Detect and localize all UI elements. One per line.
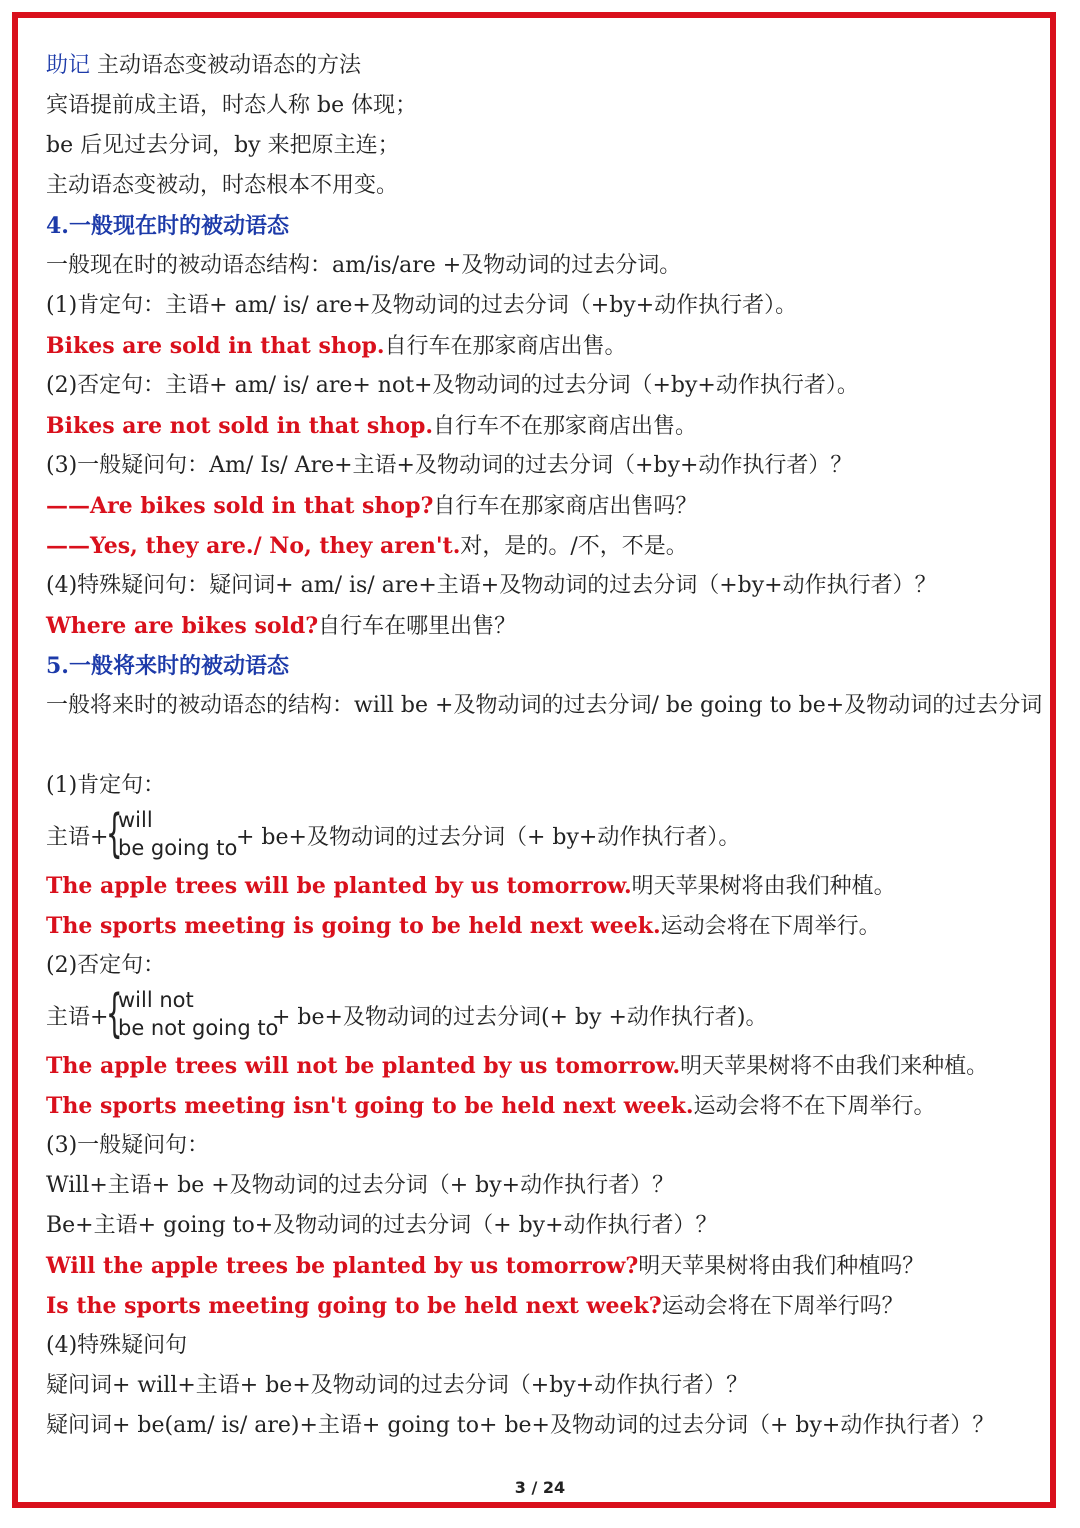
- question-rule: Be+主语+ going to+及物动词的过去分词（+ by+动作执行者）？: [46, 1213, 718, 1238]
- brace-symbol: {: [106, 984, 123, 1044]
- mnemonic-title: [46, 46, 1046, 86]
- formula-subject: 主语+: [46, 825, 109, 850]
- formula-option: will: [118, 808, 153, 832]
- example-english: ——Yes, they are./ No, they aren't.: [46, 533, 461, 559]
- question-rule: (3)一般疑问句：Am/ Is/ Are+主语+及物动词的过去分词（+by+动作执行者）？: [46, 453, 853, 478]
- affirmative-formula: [46, 804, 1046, 866]
- question-rule: Will+主语+ be +及物动词的过去分词（+ by+动作执行者）？: [46, 1173, 675, 1198]
- example-sentence: [46, 526, 1046, 566]
- example-chinese: 自行车不在那家商店出售。: [433, 414, 698, 439]
- question-label: (3)一般疑问句：: [46, 1133, 210, 1158]
- example-chinese: 运动会将不在下周举行。: [693, 1094, 936, 1119]
- example-chinese: 明天苹果树将由我们种植吗？: [638, 1254, 925, 1279]
- section-4-heading: 4.一般现在时的被动语态: [46, 213, 289, 239]
- example-chinese: 自行车在那家商店出售吗？: [433, 494, 698, 519]
- example-english: Bikes are not sold in that shop.: [46, 413, 434, 439]
- document-body: [46, 46, 1046, 1446]
- example-english: ——Are bikes sold in that shop?: [46, 493, 434, 519]
- example-sentence: [46, 606, 1046, 646]
- example-chinese: 自行车在哪里出售？: [318, 614, 517, 639]
- formula-rest: + be+及物动词的过去分词（+ by+动作执行者）。: [236, 825, 741, 850]
- example-chinese: 明天苹果树将不由我们来种植。: [680, 1054, 989, 1079]
- example-english: Will the apple trees be planted by us tomorrow?: [46, 1253, 639, 1279]
- page-number: 3 / 24: [514, 1478, 566, 1497]
- example-sentence: [46, 866, 1046, 906]
- example-chinese: 运动会将在下周举行。: [660, 914, 881, 939]
- formula-option: be not going to: [118, 1016, 279, 1040]
- formula-subject: 主语+: [46, 1005, 109, 1030]
- affirmative-label: (1)肯定句：: [46, 773, 166, 798]
- example-english: The sports meeting is going to be held next week.: [46, 913, 661, 939]
- mnemonic-line: 主动语态变被动，时态根本不用变。: [46, 173, 399, 198]
- example-sentence: [46, 406, 1046, 446]
- example-chinese: 对，是的。/不，不是。: [460, 534, 688, 559]
- wh-question-rule: 疑问词+ will+主语+ be+及物动词的过去分词（+by+动作执行者）？: [46, 1373, 749, 1398]
- formula-options: [118, 986, 278, 1042]
- mnemonic-line: 宾语提前成主语，时态人称 be 体现；: [46, 93, 418, 118]
- example-english: Is the sports meeting going to be held next week?: [46, 1293, 662, 1319]
- example-sentence: [46, 906, 1046, 946]
- mnemonic-label: 助记: [46, 53, 91, 78]
- example-english: The apple trees will be planted by us tomorrow.: [46, 873, 632, 899]
- example-english: Bikes are sold in that shop.: [46, 333, 385, 359]
- affirmative-rule: (1)肯定句：主语+ am/ is/ are+及物动词的过去分词（+by+动作执行者）。: [46, 293, 798, 318]
- brace-symbol: {: [106, 804, 123, 864]
- section-5-heading: 5.一般将来时的被动语态: [46, 653, 289, 679]
- formula-rest: + be+及物动词的过去分词(+ by +动作执行者)。: [272, 1005, 768, 1030]
- formula-options: [118, 806, 237, 862]
- formula-option: will not: [118, 988, 194, 1012]
- wh-question-label: (4)特殊疑问句: [46, 1333, 188, 1358]
- negative-formula: [46, 984, 1046, 1046]
- section-5-structure: 一般将来时的被动语态的结构：will be +及物动词的过去分词/ be going to be+及物动词的过去分词: [46, 693, 1043, 718]
- example-english: Where are bikes sold?: [46, 613, 319, 639]
- example-sentence: [46, 1046, 1046, 1086]
- wh-question-rule: (4)特殊疑问句：疑问词+ am/ is/ are+主语+及物动词的过去分词（+by+动作执行者）？: [46, 573, 937, 598]
- example-chinese: 运动会将在下周举行吗？: [661, 1294, 904, 1319]
- mnemonic-line: be 后见过去分词，by 来把原主连；: [46, 133, 400, 158]
- example-sentence: [46, 1086, 1046, 1126]
- section-4-structure: 一般现在时的被动语态结构：am/is/are +及物动词的过去分词。: [46, 253, 682, 278]
- negative-rule: (2)否定句：主语+ am/ is/ are+ not+及物动词的过去分词（+by+动作执行者）。: [46, 373, 859, 398]
- example-chinese: 明天苹果树将由我们种植。: [631, 874, 896, 899]
- example-sentence: [46, 326, 1046, 366]
- wh-question-rule: 疑问词+ be(am/ is/ are)+主语+ going to+ be+及物动词的过去分词（+ by+动作执行者）？: [46, 1413, 995, 1438]
- example-english: The apple trees will not be planted by us tomorrow.: [46, 1053, 681, 1079]
- example-sentence: [46, 1286, 1046, 1326]
- example-chinese: 自行车在那家商店出售。: [384, 334, 627, 359]
- formula-option: be going to: [118, 836, 238, 860]
- example-english: The sports meeting isn't going to be held next week.: [46, 1093, 694, 1119]
- example-sentence: [46, 486, 1046, 526]
- example-sentence: [46, 1246, 1046, 1286]
- negative-label: (2)否定句：: [46, 953, 166, 978]
- mnemonic-title-text: 主动语态变被动语态的方法: [90, 53, 362, 78]
